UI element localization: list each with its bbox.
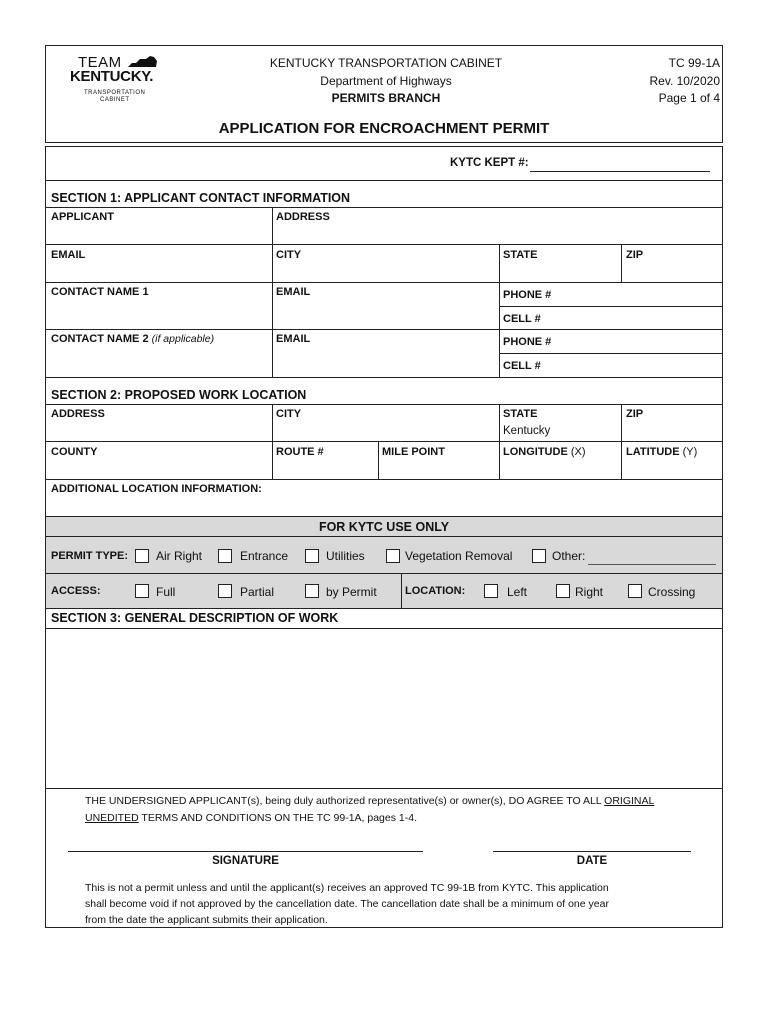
longitude-field[interactable] (503, 446, 586, 458)
logo-team-text: TEAM (78, 54, 122, 71)
logo-kentucky-text: KENTUCKY. (70, 68, 154, 85)
logo-sub-text: TRANSPORTATION (84, 90, 146, 96)
access-partial-checkbox[interactable] (218, 584, 232, 598)
work-city-field[interactable]: CITY (276, 408, 302, 420)
divider (272, 404, 273, 441)
county-field[interactable]: COUNTY (51, 446, 98, 458)
signature-line[interactable] (68, 851, 423, 852)
longitude-label: LONGITUDE (503, 446, 568, 458)
access-by-permit-checkbox[interactable] (305, 584, 319, 598)
work-address-field[interactable]: ADDRESS (51, 408, 105, 420)
permit-air-right-label: Air Right (156, 549, 203, 563)
divider (272, 207, 273, 244)
kentucky-state-icon (126, 55, 158, 69)
department-name: Department of Highways (320, 74, 452, 88)
contact-2-cell-field[interactable]: CELL # (503, 360, 541, 372)
notice-line-2: shall become void if not approved by the cancellation date. The cancellation date shall be a minimum of one year (85, 898, 609, 910)
divider (272, 244, 273, 282)
contact-2-email-field[interactable]: EMAIL (276, 333, 311, 345)
divider (46, 377, 722, 378)
contact-1-phone-field[interactable]: PHONE # (503, 289, 552, 301)
location-label: LOCATION: (405, 585, 466, 597)
access-partial-label: Partial (240, 585, 275, 599)
city-field[interactable]: CITY (276, 249, 302, 261)
permit-entrance-checkbox[interactable] (218, 549, 232, 563)
kytc-kept-label: KYTC KEPT #: (450, 157, 529, 169)
state-field[interactable]: STATE (503, 249, 538, 261)
permit-entrance-label: Entrance (240, 549, 289, 563)
contact-name-2-field[interactable] (51, 333, 214, 345)
location-crossing-label: Crossing (648, 585, 696, 599)
agency-name: KENTUCKY TRANSPORTATION CABINET (269, 56, 503, 70)
kytc-kept-field[interactable] (530, 159, 710, 172)
permit-air-right-checkbox[interactable] (135, 549, 149, 563)
divider (46, 536, 722, 537)
location-right-label: Right (575, 585, 604, 599)
agreement-text-1: THE UNDERSIGNED APPLICANT(s), being duly authorized representative(s) or owner(s), DO AGREE TO ALL (85, 795, 605, 807)
divider (621, 441, 622, 479)
kytc-use-title: FOR KYTC USE ONLY (318, 520, 450, 534)
team-kentucky-logo (68, 54, 168, 106)
divider (499, 244, 500, 282)
zip-field[interactable]: ZIP (626, 249, 644, 261)
notice-text (85, 880, 705, 928)
branch-name: PERMITS BRANCH (331, 91, 441, 105)
divider (621, 244, 622, 282)
divider (499, 441, 500, 479)
agreement-text (85, 793, 705, 827)
divider (499, 404, 500, 441)
divider (46, 788, 722, 789)
latitude-field[interactable] (626, 446, 697, 458)
access-by-permit-label: by Permit (326, 585, 377, 599)
divider (46, 608, 722, 609)
page-number: Page 1 of 4 (658, 91, 720, 105)
form-revision: Rev. 10/2020 (649, 74, 720, 88)
section1-title: SECTION 1: APPLICANT CONTACT INFORMATION (51, 191, 351, 205)
permit-other-field[interactable] (588, 551, 716, 565)
date-line[interactable] (493, 851, 691, 852)
location-left-label: Left (507, 585, 528, 599)
agreement-unedited: UNEDITED (85, 812, 139, 824)
permit-type-label: PERMIT TYPE: (51, 550, 129, 562)
form-title: APPLICATION FOR ENCROACHMENT PERMIT (218, 120, 550, 137)
notice-line-3: from the date the applicant submits their application. (85, 914, 328, 926)
contact-1-cell-field[interactable]: CELL # (503, 313, 541, 325)
longitude-symbol: (X) (570, 446, 586, 458)
location-left-checkbox[interactable] (484, 584, 498, 598)
divider (499, 306, 722, 307)
access-label: ACCESS: (51, 585, 101, 597)
date-label: DATE (576, 855, 608, 867)
signature-label: SIGNATURE (212, 855, 279, 867)
permit-vegetation-label: Vegetation Removal (405, 549, 513, 563)
divider (46, 180, 722, 181)
work-state-field[interactable]: STATE (503, 408, 538, 420)
if-applicable-note: (if applicable) (151, 333, 215, 345)
access-full-label: Full (156, 585, 176, 599)
work-zip-field[interactable]: ZIP (626, 408, 644, 420)
divider (499, 353, 722, 354)
work-state-value: Kentucky (503, 425, 551, 437)
work-description-field[interactable] (47, 629, 721, 787)
divider (46, 573, 722, 574)
access-full-checkbox[interactable] (135, 584, 149, 598)
agreement-text-2: TERMS AND CONDITIONS ON THE TC 99-1A, pages 1-4. (138, 812, 417, 824)
email-field[interactable]: EMAIL (51, 249, 86, 261)
logo-sub-text-2: CABINET (100, 97, 130, 103)
divider (378, 441, 379, 479)
form-number: TC 99-1A (668, 56, 720, 70)
contact-2-phone-field[interactable]: PHONE # (503, 336, 552, 348)
section2-title: SECTION 2: PROPOSED WORK LOCATION (51, 388, 307, 402)
divider (46, 282, 722, 283)
applicant-field[interactable]: APPLICANT (51, 211, 114, 223)
divider (46, 479, 722, 480)
permit-other-checkbox[interactable] (532, 549, 546, 563)
latitude-symbol: (Y) (682, 446, 698, 458)
location-crossing-checkbox[interactable] (628, 584, 642, 598)
latitude-label: LATITUDE (626, 446, 680, 458)
permit-utilities-checkbox[interactable] (305, 549, 319, 563)
contact-1-email-field[interactable]: EMAIL (276, 286, 311, 298)
divider (621, 404, 622, 441)
permit-other-label: Other: (552, 549, 586, 563)
divider (499, 282, 500, 377)
location-right-checkbox[interactable] (556, 584, 570, 598)
permit-utilities-label: Utilities (326, 549, 365, 563)
route-field[interactable]: ROUTE # (276, 446, 324, 458)
address-field[interactable]: ADDRESS (276, 211, 330, 223)
agreement-original: ORIGINAL (604, 795, 655, 807)
divider (272, 282, 273, 377)
mile-point-field[interactable]: MILE POINT (382, 446, 445, 458)
divider (401, 573, 402, 608)
permit-vegetation-checkbox[interactable] (386, 549, 400, 563)
notice-line-1: This is not a permit unless and until the applicant(s) receives an approved TC 99-1B from KYTC. This application (85, 882, 609, 894)
contact-name-2-label: CONTACT NAME 2 (51, 333, 149, 345)
section3-title: SECTION 3: GENERAL DESCRIPTION OF WORK (51, 611, 339, 625)
divider (272, 441, 273, 479)
divider (46, 329, 722, 330)
contact-name-1-field[interactable]: CONTACT NAME 1 (51, 286, 149, 298)
divider (46, 207, 722, 208)
additional-location-field[interactable]: ADDITIONAL LOCATION INFORMATION: (51, 483, 262, 495)
